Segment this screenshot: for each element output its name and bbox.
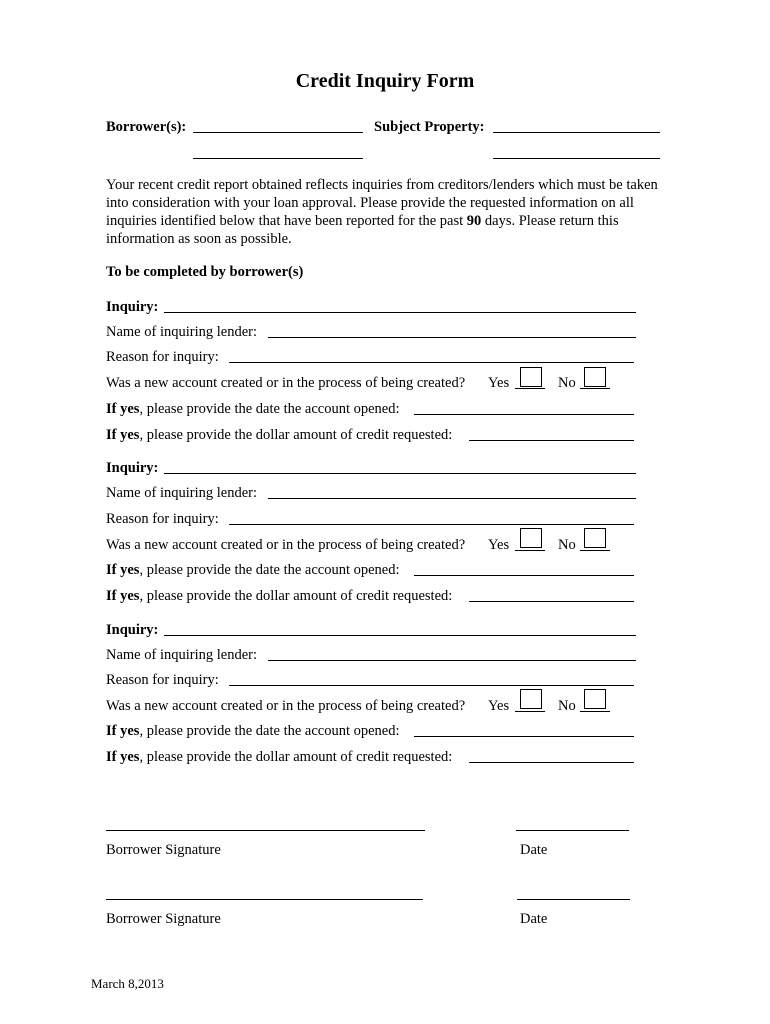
intro-days-number: 90 [466,213,482,229]
if-yes-label: If yes [106,588,140,604]
inquiry-label: Inquiry: [106,299,159,315]
amount-label: , please provide the dollar amount of credit requested: [139,749,453,765]
amount-field[interactable] [469,601,634,602]
date-opened-field[interactable] [414,736,634,737]
footer-date: March 8,2013 [91,976,164,991]
lender-field[interactable] [268,660,636,661]
borrowers-label: Borrower(s): [106,119,187,135]
if-yes-label: If yes [106,723,140,739]
yes-underline [515,388,545,389]
date-label: Date [520,842,548,858]
borrower-signature-line[interactable] [106,899,423,900]
yes-checkbox[interactable] [520,367,542,387]
no-checkbox[interactable] [584,367,606,387]
no-checkbox[interactable] [584,528,606,548]
reason-label: Reason for inquiry: [106,511,219,527]
date-label: Date [520,911,548,927]
yes-checkbox[interactable] [520,689,542,709]
amount-label: , please provide the dollar amount of credit requested: [139,588,453,604]
date-opened-field[interactable] [414,414,634,415]
amount-field[interactable] [469,762,634,763]
subject-property-line-1[interactable] [493,132,660,133]
yes-checkbox[interactable] [520,528,542,548]
date-opened-label: , please provide the date the account opened: [139,723,400,739]
no-underline [580,711,610,712]
no-underline [580,388,610,389]
reason-label: Reason for inquiry: [106,672,219,688]
reason-label: Reason for inquiry: [106,349,219,365]
yes-label: Yes [488,375,510,391]
yes-underline [515,550,545,551]
date-opened-field[interactable] [414,575,634,576]
inquiry-label: Inquiry: [106,460,159,476]
lender-field[interactable] [268,337,636,338]
no-underline [580,550,610,551]
inquiry-field[interactable] [164,473,636,474]
borrower-signature-label: Borrower Signature [106,911,221,927]
reason-field[interactable] [229,524,634,525]
if-yes-label: If yes [106,749,140,765]
yes-label: Yes [488,698,510,714]
no-label: No [558,537,576,553]
lender-label: Name of inquiring lender: [106,324,257,340]
amount-label: , please provide the dollar amount of credit requested: [139,427,453,443]
new-account-question: Was a new account created or in the process of being created? [106,375,466,391]
yes-label: Yes [488,537,510,553]
inquiry-label: Inquiry: [106,622,159,638]
date-opened-row [106,561,400,579]
date-opened-row [106,400,400,418]
form-title: Credit Inquiry Form [295,70,475,92]
amount-row [106,748,452,766]
inquiry-field[interactable] [164,312,636,313]
no-checkbox[interactable] [584,689,606,709]
borrowers-line-1[interactable] [193,132,363,133]
subject-property-line-2[interactable] [493,158,660,159]
date-line[interactable] [516,830,629,831]
date-line[interactable] [517,899,630,900]
borrowers-line-2[interactable] [193,158,363,159]
reason-field[interactable] [229,362,634,363]
date-opened-row [106,722,400,740]
lender-label: Name of inquiring lender: [106,647,257,663]
new-account-question: Was a new account created or in the process of being created? [106,698,466,714]
borrower-signature-label: Borrower Signature [106,842,221,858]
intro-text-part1: Your recent credit report obtained reflects inquiries from creditors/lenders which must be taken into consideration with your loan approval. Please provide the requested information on all inquiries identified below that have been reported for the past [106,177,658,229]
if-yes-label: If yes [106,401,140,417]
intro-paragraph [106,176,666,248]
new-account-question: Was a new account created or in the process of being created? [106,537,466,553]
date-opened-label: , please provide the date the account opened: [139,562,400,578]
date-opened-label: , please provide the date the account opened: [139,401,400,417]
borrower-signature-line[interactable] [106,830,425,831]
lender-label: Name of inquiring lender: [106,485,257,501]
no-label: No [558,375,576,391]
amount-row [106,587,452,605]
if-yes-label: If yes [106,562,140,578]
if-yes-label: If yes [106,427,140,443]
yes-underline [515,711,545,712]
reason-field[interactable] [229,685,634,686]
inquiry-field[interactable] [164,635,636,636]
section-heading: To be completed by borrower(s) [106,264,304,280]
no-label: No [558,698,576,714]
intro-text-part2: days. Please return this information as soon as possible. [106,213,619,247]
amount-field[interactable] [469,440,634,441]
lender-field[interactable] [268,498,636,499]
amount-row [106,426,452,444]
subject-property-label: Subject Property: [374,119,485,135]
